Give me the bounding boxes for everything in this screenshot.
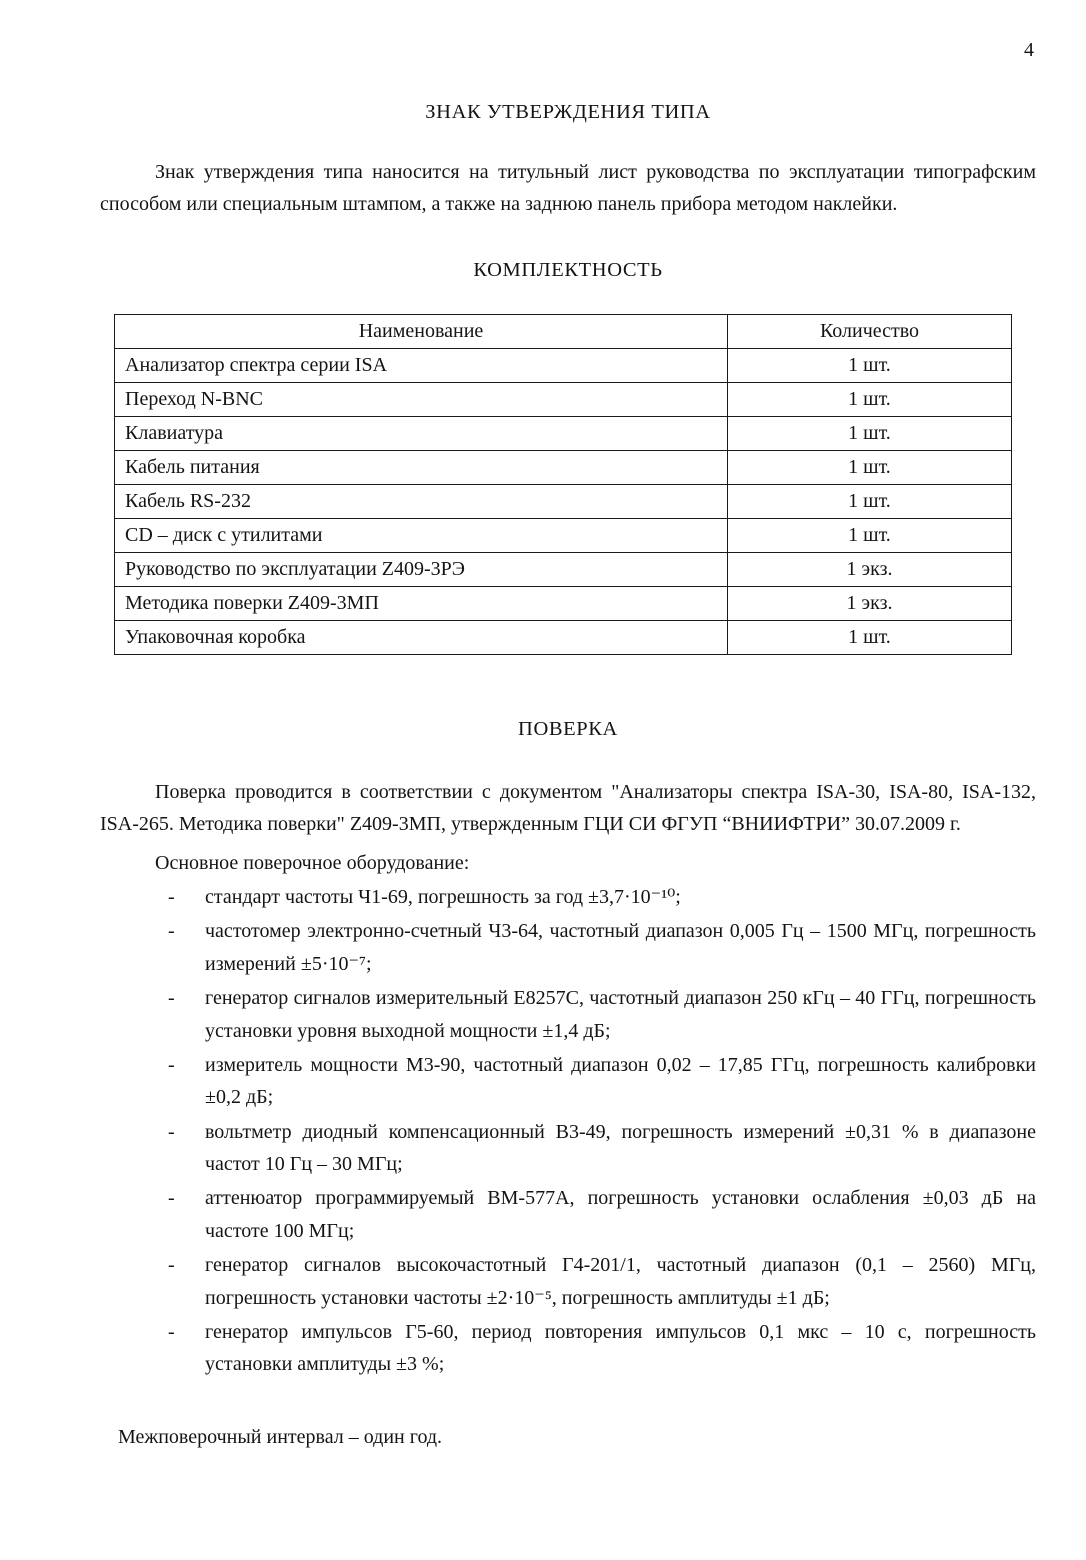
equipment-list-item: - аттенюатор программируемый ВМ-577А, погрешность установки ослабления ±0,03 дБ на частоте 100 МГц; — [168, 1182, 1036, 1247]
item-name: Клавиатура — [115, 416, 728, 450]
column-header-quantity: Количество — [728, 314, 1012, 348]
section-title-completeness: КОМПЛЕКТНОСТЬ — [473, 259, 663, 282]
equipment-list-item: - генератор импульсов Г5-60, период повторения импульсов 0,1 мкс – 10 с, погрешность установки амплитуды ±3 %; — [168, 1316, 1036, 1381]
column-header-name: Наименование — [115, 314, 728, 348]
item-quantity: 1 экз. — [728, 586, 1012, 620]
item-quantity: 1 шт. — [728, 620, 1012, 654]
table-header-row — [115, 314, 1012, 348]
equipment-list — [100, 881, 1036, 1381]
section-title-type-approval: ЗНАК УТВЕРЖДЕНИЯ ТИПА — [425, 101, 711, 124]
table-row — [115, 450, 1012, 484]
type-approval-paragraph: Знак утверждения типа наносится на титульный лист руководства по эксплуатации типографским способом или специальным штампом, а также на заднюю панель прибора методом наклейки. — [100, 160, 1036, 215]
item-name: Кабель RS-232 — [115, 484, 728, 518]
section-title-verification: ПОВЕРКА — [518, 717, 618, 740]
equipment-list-item: - вольтметр диодный компенсационный В3-49, погрешность измерений ±0,31 % в диапазоне частот 10 Гц – 30 МГц; — [168, 1116, 1036, 1181]
equipment-list-item: - частотомер электронно-счетный Ч3-64, частотный диапазон 0,005 Гц – 1500 МГц, погрешность измерений ±5·10⁻⁷; — [168, 915, 1036, 980]
table-row — [115, 518, 1012, 552]
item-name: Анализатор спектра серии ISA — [115, 348, 728, 382]
table-row — [115, 348, 1012, 382]
item-quantity: 1 шт. — [728, 450, 1012, 484]
item-name: Кабель питания — [115, 450, 728, 484]
verification-intro-paragraph: Поверка проводится в соответствии с документом "Анализаторы спектра ISA-30, ISA-80, ISA-132, ISA-265. Методика поверки" Z409-3МП, утвержденным ГЦИ СИ ФГУП “ВНИИФТРИ” 30.07.2009 г. — [100, 780, 1036, 836]
calibration-interval-note: Межповерочный интервал – один год. — [118, 1425, 443, 1448]
table-row — [115, 552, 1012, 586]
item-name: CD – диск с утилитами — [115, 518, 728, 552]
item-quantity: 1 экз. — [728, 552, 1012, 586]
equipment-list-item: - генератор сигналов высокочастотный Г4-201/1, частотный диапазон (0,1 – 2560) МГц, погрешность установки частоты ±2·10⁻⁵, погрешность амплитуды ±1 дБ; — [168, 1249, 1036, 1314]
equipment-list-item: - измеритель мощности М3-90, частотный диапазон 0,02 – 17,85 ГГц, погрешность калибровки ±0,2 дБ; — [168, 1049, 1036, 1114]
item-quantity: 1 шт. — [728, 484, 1012, 518]
table-row — [115, 416, 1012, 450]
equipment-list-item: - стандарт частоты Ч1-69, погрешность за год ±3,7·10⁻¹⁰; — [168, 881, 1036, 913]
completeness-table — [114, 314, 1012, 655]
item-quantity: 1 шт. — [728, 416, 1012, 450]
table-row — [115, 484, 1012, 518]
item-quantity: 1 шт. — [728, 348, 1012, 382]
item-name: Упаковочная коробка — [115, 620, 728, 654]
table-row — [115, 382, 1012, 416]
equipment-list-item: - генератор сигналов измерительный E8257C, частотный диапазон 250 кГц – 40 ГГц, погрешность установки уровня выходной мощности ±1,4 дБ; — [168, 982, 1036, 1047]
table-row — [115, 620, 1012, 654]
item-name: Руководство по эксплуатации Z409-3РЭ — [115, 552, 728, 586]
item-quantity: 1 шт. — [728, 518, 1012, 552]
item-name: Методика поверки Z409-3МП — [115, 586, 728, 620]
page-number: 4 — [1024, 39, 1034, 61]
item-name: Переход N-BNC — [115, 382, 728, 416]
item-quantity: 1 шт. — [728, 382, 1012, 416]
equipment-list-label: Основное поверочное оборудование: — [155, 851, 470, 874]
table-row — [115, 586, 1012, 620]
